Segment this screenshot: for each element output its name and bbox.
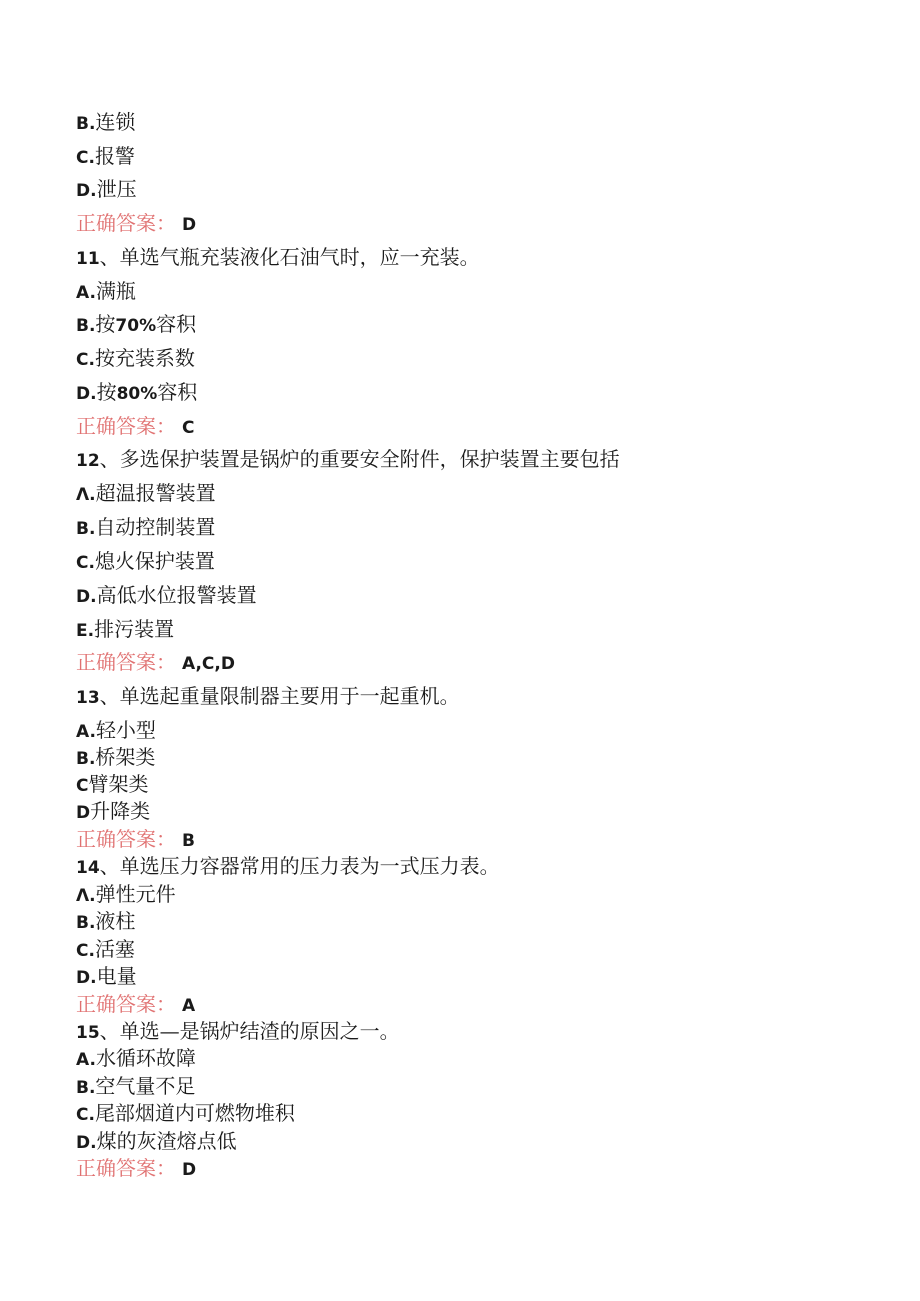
question-number: 12	[76, 451, 100, 471]
option-number: 80%	[116, 384, 158, 404]
option-line	[76, 346, 195, 372]
answer-value: D	[182, 1160, 197, 1180]
option-text: 弹性元件	[95, 882, 176, 906]
option-tag: B.	[76, 749, 96, 769]
answer-line	[76, 211, 196, 237]
option-line	[76, 909, 135, 935]
option-tag: D.	[76, 587, 97, 607]
option-tag: B.	[76, 316, 96, 336]
option-line	[76, 549, 215, 575]
option-line	[76, 617, 174, 643]
option-text: 排污装置	[94, 617, 175, 641]
answer-label: 正确答案：	[76, 1156, 176, 1180]
answer-line	[76, 827, 195, 853]
option-text: 容积	[156, 312, 197, 336]
answer-line	[76, 1156, 196, 1182]
option-tag: B.	[76, 519, 96, 539]
option-text: 臂架类	[88, 772, 149, 796]
option-text: 高低水位报警装置	[96, 583, 257, 607]
answer-value: B	[182, 831, 195, 851]
option-tag: B.	[76, 913, 96, 933]
question-line	[76, 1019, 400, 1045]
question-number: 13	[76, 688, 100, 708]
option-line	[76, 882, 176, 908]
answer-label: 正确答案：	[76, 650, 176, 674]
option-tag: C.	[76, 1105, 95, 1125]
option-tag: D.	[76, 1133, 97, 1153]
question-number: 14	[76, 858, 100, 878]
option-tag: C	[76, 776, 89, 796]
option-text: 液柱	[95, 909, 136, 933]
option-text: 超温报警装置	[95, 481, 216, 505]
option-line	[76, 799, 150, 825]
question-line	[76, 684, 460, 710]
answer-value: A,C,D	[182, 654, 235, 674]
option-text: 熄火保护装置	[94, 549, 215, 573]
option-text: 按充装系数	[94, 346, 195, 370]
option-text: 尾部烟道内可燃物堆积	[94, 1101, 295, 1125]
option-line	[76, 964, 137, 990]
option-text: 煤的灰渣熔点低	[96, 1129, 237, 1153]
option-line	[76, 279, 136, 305]
option-line	[76, 718, 156, 744]
option-tag: D.	[76, 384, 97, 404]
option-number: 70%	[115, 316, 157, 336]
option-text: 报警	[94, 144, 135, 168]
option-tag: D.	[76, 968, 97, 988]
option-tag: A.	[76, 283, 96, 303]
option-text: 水循环故障	[95, 1046, 196, 1070]
option-tag: E.	[76, 621, 95, 641]
option-line	[76, 937, 135, 963]
option-tag: Λ.	[76, 886, 96, 906]
option-line	[76, 1074, 195, 1100]
option-tag: C.	[76, 941, 95, 961]
answer-value: C	[182, 418, 195, 438]
question-text: 、多选保护装置是锅炉的重要安全附件，保护装置主要包括	[99, 447, 620, 471]
option-line	[76, 481, 216, 507]
answer-line	[76, 992, 195, 1018]
option-line	[76, 1129, 237, 1155]
answer-line	[76, 414, 194, 440]
question-text: 、单选起重量限制器主要用于一起重机。	[99, 684, 460, 708]
option-tag: Λ.	[76, 485, 96, 505]
option-tag: C.	[76, 350, 95, 370]
option-tag: B.	[76, 1078, 96, 1098]
answer-line	[76, 650, 235, 676]
option-tag: A.	[76, 1050, 96, 1070]
option-text: 活塞	[94, 937, 135, 961]
option-line	[76, 583, 257, 609]
question-line	[76, 245, 480, 271]
question-text: 、单选压力容器常用的压力表为一式压力表。	[99, 854, 500, 878]
option-text: 连锁	[95, 110, 136, 134]
question-text: 、单选气瓶充装液化石油气时，应一充装。	[99, 245, 480, 269]
question-text: 、单选—是锅炉结渣的原因之一。	[99, 1019, 400, 1043]
question-number: 11	[76, 249, 100, 269]
option-line	[76, 1046, 196, 1072]
option-line	[76, 110, 135, 136]
answer-label: 正确答案：	[76, 414, 176, 438]
option-line	[76, 1101, 295, 1127]
option-tag: A.	[76, 722, 96, 742]
option-line	[76, 312, 196, 338]
option-text: 满瓶	[95, 279, 136, 303]
answer-label: 正确答案：	[76, 827, 176, 851]
option-line	[76, 380, 197, 406]
question-number: 15	[76, 1023, 100, 1043]
answer-value: D	[182, 215, 197, 235]
option-tag: D.	[76, 181, 97, 201]
option-line	[76, 144, 135, 170]
option-text: 容积	[157, 380, 198, 404]
option-tag: B.	[76, 114, 96, 134]
option-text: 按	[96, 380, 117, 404]
answer-label: 正确答案：	[76, 211, 176, 235]
answer-label: 正确答案：	[76, 992, 176, 1016]
option-text: 升降类	[90, 799, 151, 823]
option-tag: D	[76, 803, 91, 823]
option-text: 轻小型	[95, 718, 156, 742]
option-text: 按	[95, 312, 116, 336]
answer-value: A	[182, 996, 196, 1016]
option-text: 泄压	[96, 177, 137, 201]
option-tag: C.	[76, 553, 95, 573]
option-tag: C.	[76, 148, 95, 168]
option-line	[76, 515, 215, 541]
option-text: 空气量不足	[95, 1074, 196, 1098]
option-text: 自动控制装置	[95, 515, 216, 539]
question-line	[76, 854, 500, 880]
option-text: 电量	[96, 964, 137, 988]
option-line	[76, 745, 155, 771]
option-line	[76, 772, 148, 798]
option-line	[76, 177, 137, 203]
option-text: 桥架类	[95, 745, 156, 769]
question-line	[76, 447, 620, 473]
